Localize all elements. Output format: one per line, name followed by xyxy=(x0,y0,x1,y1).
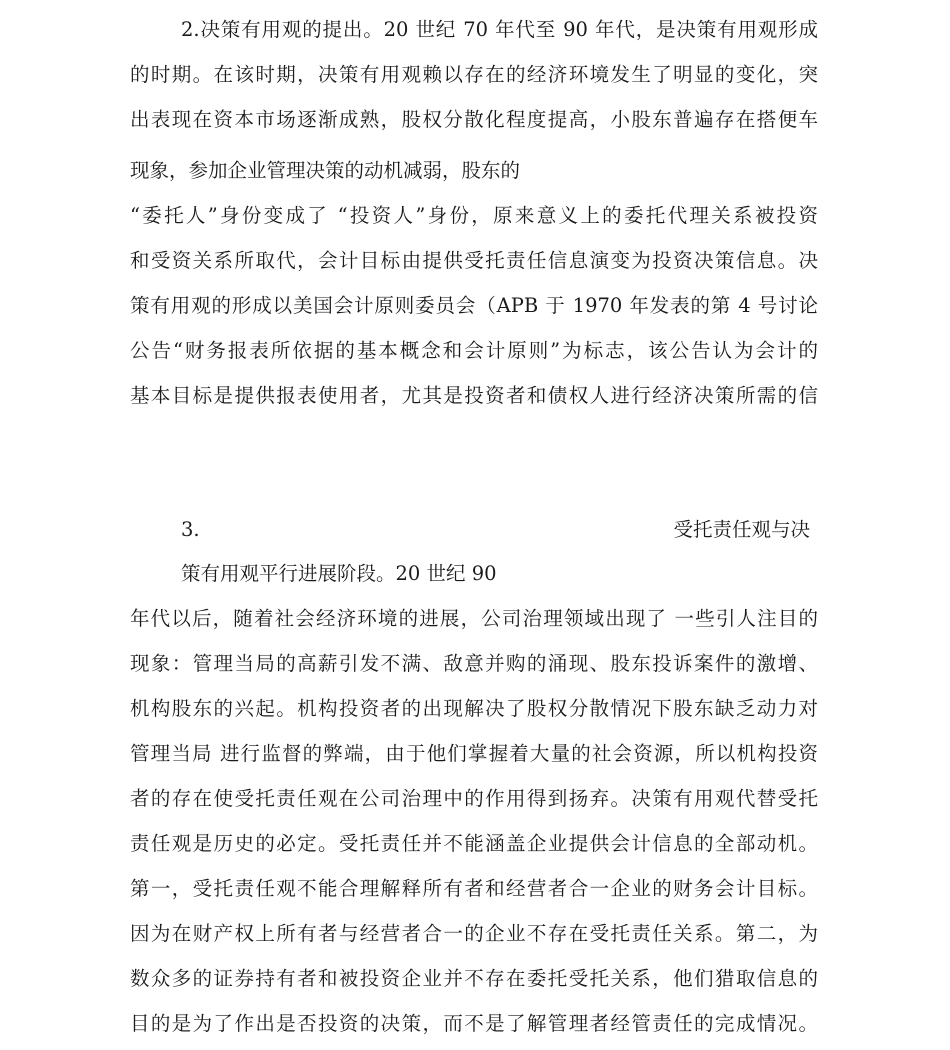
section3-number: 3. xyxy=(181,518,200,541)
section3-line-7: 第一，受托责任观不能合理解释所有者和经营者合一企业的财务会计目标。 xyxy=(130,877,818,900)
section2-line-7: 策有用观的形成以美国会计原则委员会（APB 于 1970 年发表的第 4 号讨论 xyxy=(130,294,818,317)
section3-line-4: 管理当局 进行监督的弊端，由于他们掌握着大量的社会资源，所以机构投资 xyxy=(130,742,818,765)
section2-line-5: “委托人”身份变成了 “投资人”身份，原来意义上的委托代理关系被投资 xyxy=(130,204,818,227)
section3-line-3: 机构股东的兴起。机构投资者的出现解决了股权分散情况下股东缺乏动力对 xyxy=(130,697,818,720)
section3-line-1: 年代以后，随着社会经济环境的进展，公司治理领域出现了 一些引人注目的 xyxy=(130,607,818,630)
section3-line-2: 现象：管理当局的高薪引发不满、敌意并购的涌现、股东投诉案件的激增、 xyxy=(130,652,818,675)
section2-line-8: 公告“财务报表所依据的基本概念和会计原则”为标志，该公告认为会计的 xyxy=(130,339,818,362)
section3-heading-line-2: 策有用观平行进展阶段。20 世纪 90 xyxy=(181,562,497,585)
section3-line-6: 责任观是历史的必定。受托责任并不能涵盖企业提供会计信息的全部动机。 xyxy=(130,832,818,855)
section3-line-10: 目的是为了作出是否投资的决策，而不是了解管理者经管责任的完成情况。 xyxy=(130,1012,818,1035)
section3-heading-tail: 受托责任观与决 xyxy=(673,518,810,541)
section2-line-2: 的时期。在该时期，决策有用观赖以存在的经济环境发生了明显的变化，突 xyxy=(130,63,818,86)
section2-line-3: 出表现在资本市场逐渐成熟，股权分散化程度提高，小股东普遍存在搭便车 xyxy=(130,108,818,131)
section2-line-6: 和受资关系所取代，会计目标由提供受托责任信息演变为投资决策信息。决 xyxy=(130,249,818,272)
section3-line-8: 因为在财产权上所有者与经营者合一的企业不存在受托责任关系。第二，为 xyxy=(130,922,818,945)
section3-line-5: 者的存在使受托责任观在公司治理中的作用得到扬弃。决策有用观代替受托 xyxy=(130,787,818,810)
section3-line-9: 数众多的证券持有者和被投资企业并不存在委托受托关系，他们猎取信息的 xyxy=(130,967,818,990)
section2-line-4: 现象，参加企业管理决策的动机减弱，股东的 xyxy=(130,159,521,182)
section2-line-9: 基本目标是提供报表使用者，尤其是投资者和债权人进行经济决策所需的信 xyxy=(130,384,818,407)
section2-line-1: 2.决策有用观的提出。20 世纪 70 年代至 90 年代，是决策有用观形成 xyxy=(181,18,818,41)
